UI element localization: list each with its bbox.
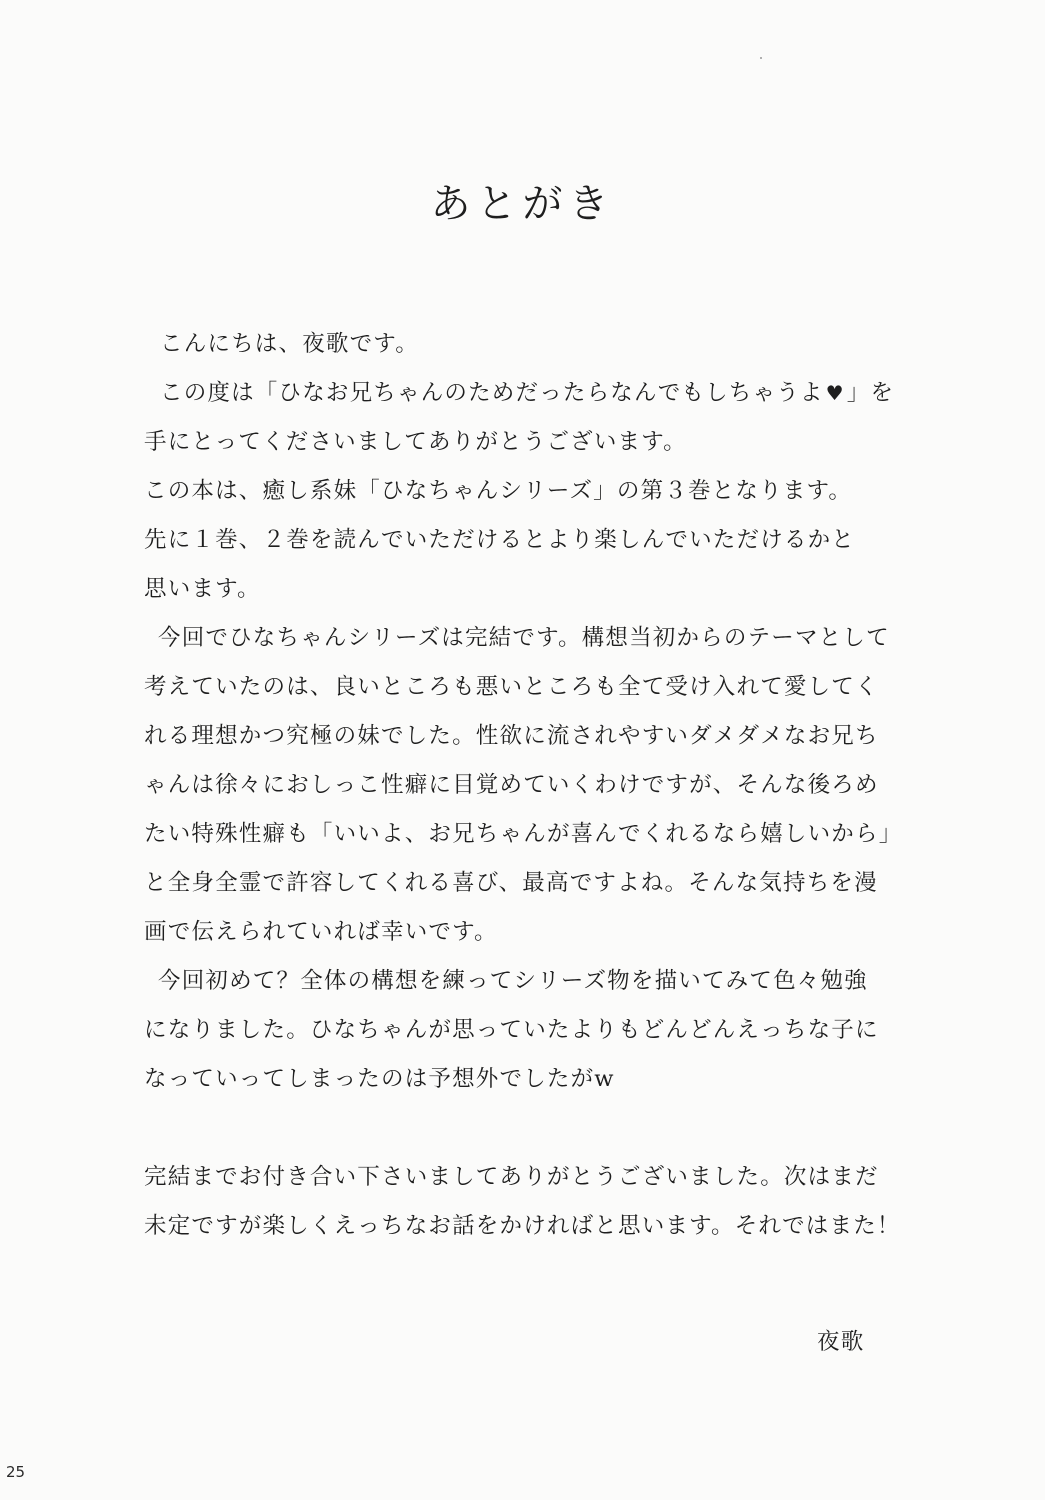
body-line: になりました。ひなちゃんが思っていたよりもどんどんえっちな子に (144, 1017, 879, 1043)
body-line-tail: 」を (846, 380, 895, 406)
body-line: 画で伝えられていれば幸いです。 (144, 919, 498, 945)
page-title: あとがき (430, 181, 615, 227)
body-line: なっていってしまったのは予想外でしたがw (144, 1066, 615, 1092)
body-line-text: この度は「ひなお兄ちゃんのためだったらなんでもしちゃうよ (160, 380, 824, 406)
body-line: と全身全霊で許容してくれる喜び、最高ですよね。そんな気持ちを漫 (144, 870, 878, 896)
body-line (144, 369, 944, 418)
afterword-body (144, 320, 944, 1251)
body-line: 思います。 (144, 576, 261, 602)
body-line: れる理想かつ究極の妹でした。性欲に流されやすいダメダメなお兄ち (144, 723, 879, 749)
body-line: 未定ですが楽しくえっちなお話をかければと思います。それではまた！ (144, 1213, 901, 1239)
page-number: 25 (6, 1463, 26, 1481)
body-line: 今回初めて？全体の構想を練ってシリーズ物を描いてみて色々勉強 (158, 968, 868, 994)
body-line: 完結までお付き合い下さいましてありがとうございました。次はまだ (144, 1164, 879, 1190)
body-line: 先に１巻、２巻を読んでいただけるとより楽しんでいただけるかと (144, 527, 856, 553)
heart-icon: ♥ (825, 381, 845, 405)
body-line: この本は、癒し系妹「ひなちゃんシリーズ」の第３巻となります。 (144, 478, 853, 504)
paper-speck (760, 57, 762, 59)
body-line: こんにちは、夜歌です。 (160, 331, 419, 357)
body-line: 手にとってくださいましてありがとうございます。 (144, 429, 687, 455)
author-signature: 夜歌 (817, 1329, 865, 1355)
body-line: 考えていたのは、良いところも悪いところも全て受け入れて愛してく (144, 674, 879, 700)
body-line: ゃんは徐々におしっこ性癖に目覚めていくわけですが、そんな後ろめ (144, 772, 879, 798)
body-line: たい特殊性癖も「いいよ、お兄ちゃんが喜んでくれるなら嬉しいから」 (144, 821, 903, 847)
body-line: 今回でひなちゃんシリーズは完結です。構想当初からのテーマとして (158, 625, 890, 651)
blank-line (144, 1104, 944, 1153)
